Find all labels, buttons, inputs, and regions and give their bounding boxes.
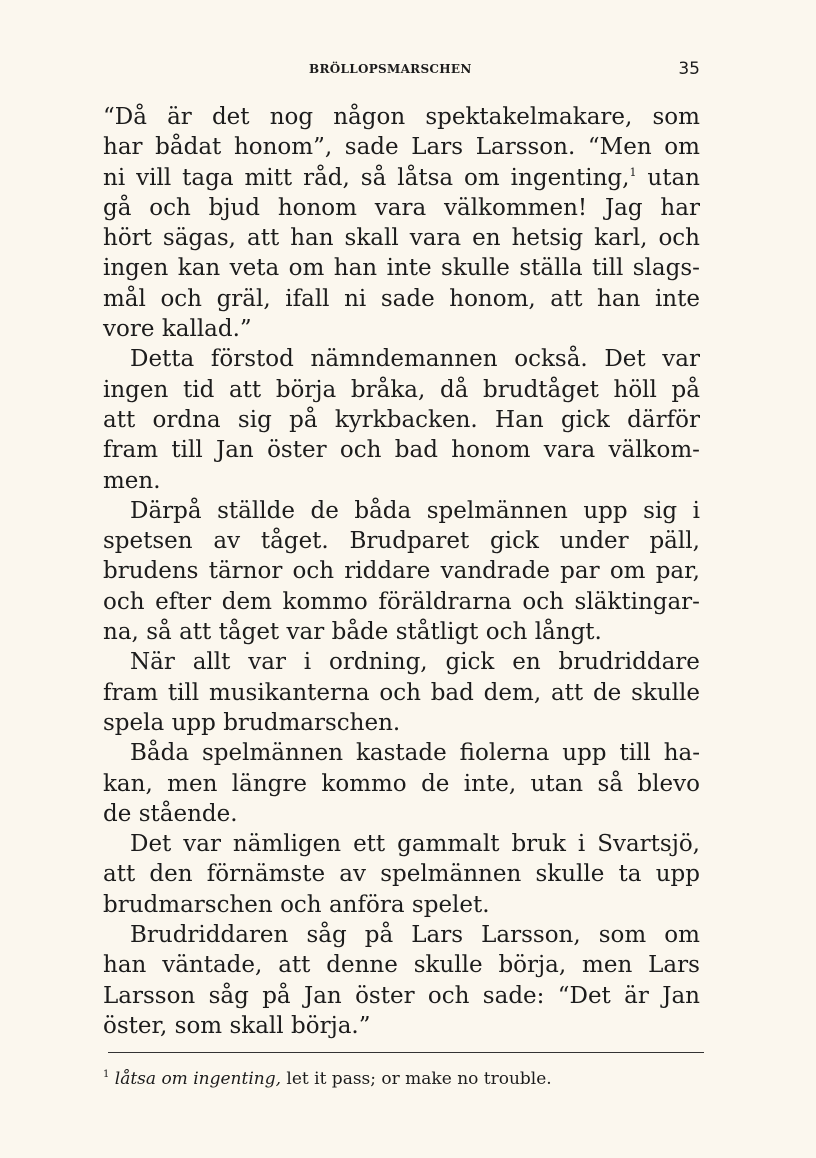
text-line [103,314,700,344]
word: na, [103,619,139,646]
word: honom [277,194,357,221]
word: Det [604,346,646,373]
word: som [652,104,700,130]
word: upp [655,861,700,888]
word: släktingar- [574,588,700,615]
word: låtsa [397,164,454,191]
word: inte [386,255,432,282]
word: skall [344,225,399,252]
word: brudmarschen [103,891,273,918]
text-line [103,435,700,465]
word: förnämste [206,861,326,888]
word: av [339,861,366,888]
word: ifall [285,285,330,312]
word: såg [306,922,347,949]
word: fram [103,679,159,706]
text-line [103,890,700,920]
word: bad [430,679,474,706]
page-number: 35 [678,59,700,79]
word: bruk [511,831,566,858]
text-line [103,496,700,526]
word: han [597,285,641,312]
word: spelet. [411,891,490,918]
word: var [286,619,325,646]
word: de [421,770,450,797]
word: på [262,982,291,1009]
word: upp [171,709,216,736]
word: i [692,497,700,524]
word: båda [354,497,412,524]
footnote-reference: 1 [629,165,637,179]
word: om [664,134,700,161]
text-line [103,163,700,193]
word: på [364,922,394,949]
word: på [671,376,700,403]
word: har [103,134,143,161]
word: var [662,346,700,373]
text-line [103,1011,700,1041]
word: Jan [303,982,342,1009]
word: han [103,952,147,979]
word: och [379,679,421,706]
word: längre [231,770,308,797]
word: en [472,225,501,252]
word: om [609,558,646,585]
word: Detta [130,346,195,373]
word: välkom- [608,437,700,464]
word: till [171,437,203,464]
word: kastade [355,740,447,767]
footnote-mark: 1 [103,1069,110,1080]
word: att [179,619,212,646]
word: nämndemannen [310,346,498,373]
text-line [103,981,700,1011]
word: gammalt [397,831,500,858]
word: Brudriddaren [130,922,289,949]
word: vandrade [440,558,550,585]
word: sade [380,285,435,312]
word: långt. [534,619,602,646]
word: så [597,770,624,797]
word: karl, [594,225,648,252]
word: kallad.” [161,316,252,343]
text-line [103,253,700,283]
word: “Men [587,134,652,161]
word: spelmännen [426,497,568,524]
text-line [103,799,700,829]
word: i [303,649,312,676]
word: sägas, [162,225,236,252]
word: och [339,437,382,464]
word: Brudparet [349,528,470,555]
word: brudmarschen. [223,709,401,736]
word: är [167,104,192,130]
word: väntade, [162,952,263,979]
word: denne [326,952,398,979]
word: utan [647,164,700,191]
word: om [464,164,500,191]
word: hört [103,225,152,252]
word: anföra [328,891,405,918]
word: att [550,285,583,312]
word: brudens [103,558,199,585]
word: bådat [155,134,222,161]
word: skulle [441,255,510,282]
text-line [103,769,700,799]
word: och [485,619,528,646]
word: tåget [218,619,280,646]
word: gick [445,649,495,676]
text-line [103,132,700,162]
text-line [103,193,700,223]
word: upp [562,740,607,767]
text-line [103,466,700,496]
word: blevo [637,770,700,797]
word: par [560,558,600,585]
word: har [660,194,700,221]
text-line [103,556,700,586]
word: de [592,679,622,706]
text-line [103,617,700,647]
word: ställa [519,255,583,282]
body-text [103,102,700,1041]
word: Lars [411,922,464,949]
word: ett [353,831,386,858]
word: Larsson. [475,134,576,161]
text-line [103,344,700,374]
word: kan [177,255,221,282]
word: Larsson, [481,922,581,949]
word: någon [333,104,406,130]
text-line [103,223,700,253]
word: till [619,740,651,767]
word: honom [451,437,531,464]
word: ståtligt [395,619,479,646]
word: stående. [138,800,238,827]
text-line [103,859,700,889]
word: de [310,497,339,524]
word: därför [627,406,700,433]
word: “Det [557,982,611,1009]
word: men [167,770,218,797]
word: om [288,255,325,282]
word: bad [394,437,438,464]
word: vara [374,194,427,221]
word: öster, [103,1012,168,1039]
text-line [103,950,700,980]
word: vara [409,225,462,252]
word: spela [103,709,165,736]
word: en [512,649,541,676]
word: Det [130,831,172,858]
word: förstod [210,346,294,373]
word: på [289,406,318,433]
word: skulle [631,679,700,706]
word: som [598,922,647,949]
word: Han [495,406,544,433]
word: ingenting, [510,164,630,191]
word: att [103,406,136,433]
word: upp [583,497,628,524]
footnote-text: let it pass; or make no trouble. [286,1069,552,1089]
word: riddare [344,558,431,585]
word: spelmännen [380,861,522,888]
word: fiolerna [459,740,550,767]
word: allt [192,649,231,676]
word: de [103,800,132,827]
word: då [439,376,469,403]
word: börja, [498,952,567,979]
word: och [292,558,335,585]
word: det [211,104,250,130]
page-header [103,59,700,82]
word: att [103,861,136,888]
word: också. [514,346,588,373]
word: sade: [482,982,545,1009]
word: veta [229,255,280,282]
word: ingen [103,255,169,282]
word: nämligen [232,831,342,858]
running-title: BRÖLLOPSMARSCHEN [309,62,472,76]
word: skulle [413,952,483,979]
word: var [183,831,221,858]
word: kyrkbacken. [334,406,478,433]
word: som [174,1012,223,1039]
word: men [582,952,633,979]
word: brudriddare [558,649,700,676]
word: ordning, [329,649,428,676]
word: under [559,528,629,555]
word: ställde [217,497,295,524]
word: sade [344,134,399,161]
word: Jan [662,982,700,1009]
word: han [290,225,334,252]
text-line [103,284,700,314]
word: och [149,194,191,221]
word: föräldrarna [378,588,512,615]
word: öster [267,437,327,464]
word: skulle [535,861,605,888]
footnote-term: låtsa om ingenting, [114,1069,281,1089]
word: musikanterna [208,679,370,706]
word: han [333,255,378,282]
word: och [103,588,145,615]
word: så [360,164,387,191]
word: mål [103,285,146,312]
word: spetsen [103,528,193,555]
text-line [103,647,700,677]
word: taga [182,164,234,191]
word: Jag [604,194,643,221]
word: vill [136,164,172,191]
word: Lars [648,952,700,979]
word: ordna [152,406,221,433]
word: inte, [463,770,517,797]
text-line [103,526,700,556]
word: gå [103,194,132,221]
word: ha- [663,740,700,767]
footnote-divider [108,1052,704,1053]
word: ni [344,285,367,312]
word: inte [654,285,700,312]
word: men. [103,467,161,494]
word: ingen [103,376,169,403]
word: höll [613,376,657,403]
word: tid [182,376,215,403]
word: “Då [103,104,147,130]
text-line [103,829,700,859]
word: slags- [632,255,700,282]
word: honom, [449,285,536,312]
word: Larsson [103,982,196,1009]
word: både [331,619,389,646]
word: såg [208,982,249,1009]
text-line [103,375,700,405]
word: att [278,952,311,979]
text-line [103,405,700,435]
word: ta [618,861,642,888]
word: kommo [282,588,368,615]
text-line [103,920,700,950]
word: ni [103,164,126,191]
word: mitt [244,164,293,191]
text-line [103,708,700,738]
word: päll, [649,528,700,555]
word: dem [221,588,272,615]
word: gick [560,406,610,433]
word: skall [229,1012,284,1039]
word: fram [103,437,159,464]
word: till [591,255,624,282]
word: bråka, [350,376,426,403]
word: och [280,891,322,918]
word: nog [269,104,314,130]
text-line [103,587,700,617]
text-line [103,738,700,768]
word: Svartsjö, [597,831,700,858]
word: börja.” [291,1012,371,1039]
text-line [103,678,700,708]
word: Båda [130,740,190,767]
word: bjud [208,194,260,221]
word: vore [103,316,155,343]
word: öster [355,982,415,1009]
word: att [228,376,262,403]
word: spektakelmakare, [425,104,633,130]
word: kommo [321,770,407,797]
word: efter [155,588,212,615]
word: Lars [411,134,464,161]
word: gräl, [216,285,271,312]
word: par, [655,558,700,585]
word: så [146,619,172,646]
word: utan [530,770,584,797]
footnote [103,1069,552,1089]
word: sig [643,497,678,524]
word: att [246,225,280,252]
word: och [522,588,564,615]
word: välkommen! [444,194,588,221]
word: När [130,649,175,676]
word: till [167,679,200,706]
word: i [577,831,586,858]
word: dem, [483,679,542,706]
word-with-footnote [511,163,637,193]
word: sig [237,406,272,433]
word: var [248,649,286,676]
word: tåget. [260,528,329,555]
word: spelmännen [201,740,344,767]
word: gick [490,528,539,555]
word: kan, [103,770,153,797]
word: och [427,982,470,1009]
word: och [160,285,202,312]
word: tärnor [208,558,283,585]
word: om [664,922,700,949]
word: att [550,679,584,706]
text-line [103,102,700,132]
word: och [658,225,700,252]
word: är [624,982,649,1009]
word: brudtåget [483,376,599,403]
word: hetsig [511,225,584,252]
word: honom”, [233,134,333,161]
word: börja [275,376,337,403]
word: råd, [303,164,350,191]
word: av [213,528,241,555]
word: Därpå [130,497,202,524]
word: vara [543,437,596,464]
word: den [149,861,193,888]
word: Jan [216,437,254,464]
